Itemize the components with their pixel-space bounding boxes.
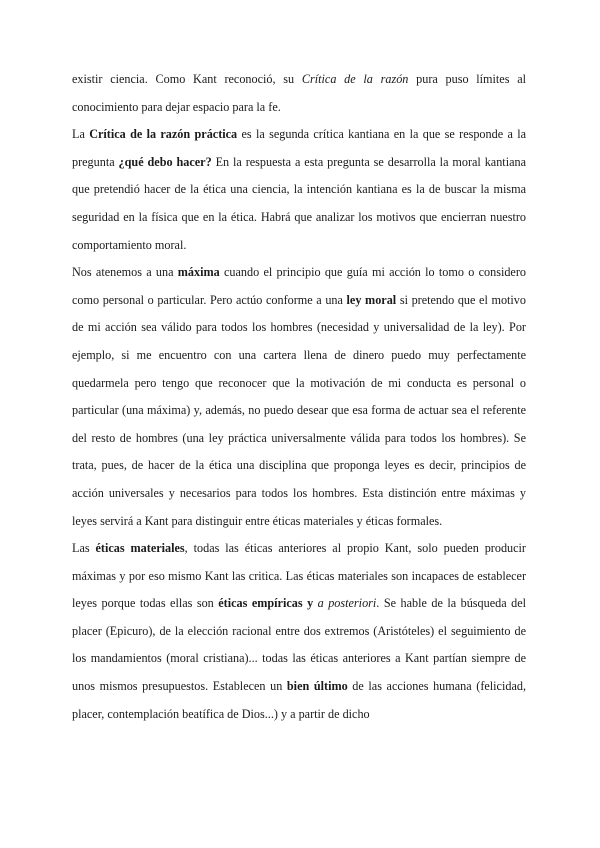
bold-text-run: Crítica de la razón práctica [89,127,238,142]
text-run: existir ciencia. Como Kant reconoció, su [72,72,302,86]
bold-text-run: ¿qué debo hacer? [118,154,212,169]
text-run: es la segunda crítica kantiana en la que se responde a la pregunta [72,127,526,169]
bold-text-run: éticas empíricas y [218,596,318,611]
text-run: , todas las éticas anteriores al propio Kant, solo pueden producir máximas y por eso mismo Kant las critica. Las éticas materiales son incapaces de establecer leyes porque todas ellas son [72,541,526,611]
bold-text-run: bien último [286,679,348,694]
text-run: Las [72,541,96,556]
paragraph-3 [72,259,526,535]
text-run: En la respuesta a esta pregunta se desarrolla la moral kantiana que pretendió hacer de la ética una ciencia, la intención kantiana es la de buscar la misma seguridad en la física que en la ética. Habrá que analizar los motivos que encierran nuestro comportamiento moral. [72,154,526,252]
paragraph-1 [72,66,526,121]
paragraph-4 [72,535,526,728]
bold-text-run: ley moral [346,292,397,307]
bold-text-run: máxima [177,265,220,280]
text-run: La [72,127,90,142]
text-run: si pretendo que el motivo de mi acción sea válido para todos los hombres (necesidad y universalidad de la ley). Por ejemplo, si me encuentro con una cartera llena de dinero puedo muy perfectamente quedarmela pero tengo que reconocer que la motivación de mi conducta es personal o particular (una máxima) y, además, no puedo desear que esa forma de actuar sea el referente del resto de hombres (una ley práctica universalmente válida para todos los hombres). Se trata, pues, de hacer de la ética una disciplina que proponga leyes es decir, principios de acción universales y necesarios para todos los hombres. Esta distinción entre máximas y leyes servirá a Kant para distinguir entre éticas materiales y éticas formales. [72,292,526,528]
italic-text-run: Crítica de la razón [301,72,409,86]
text-run: cuando el principio que guía mi acción lo tomo o considero como personal o particular. Pero actúo conforme a una [72,265,526,307]
text-run: . Se hable de la búsqueda del placer (Epicuro), de la elección racional entre dos extremos (Aristóteles) el seguimiento de los mandamientos (moral cristiana)... todas las éticas anteriores a Kant partían siempre de unos mismos presupuestos. Establecen un [72,596,526,694]
paragraph-2 [72,121,526,259]
text-run: Nos atenemos a una [72,265,178,280]
bold-text-run: éticas materiales [95,541,185,556]
document-body [72,66,526,728]
italic-text-run: a posteriori [317,596,377,611]
text-run: de las acciones humana (felicidad, placer, contemplación beatífica de Dios...) y a partir de dicho [72,679,526,721]
text-run: pura puso límites al conocimiento para dejar espacio para la fe. [72,72,526,114]
